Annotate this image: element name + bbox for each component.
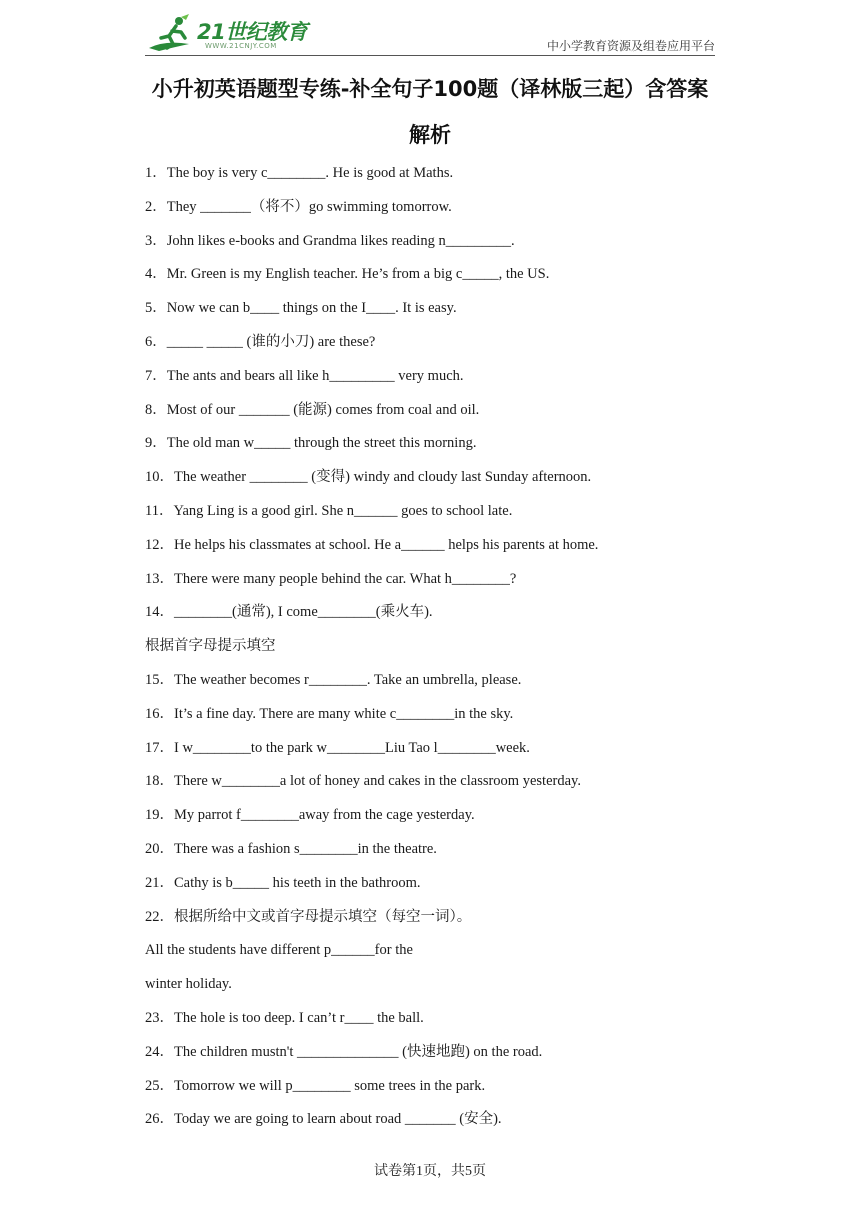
runner-logo-icon <box>145 14 205 54</box>
question-line: 16．It’s a fine day. There are many white c________in the sky. <box>145 705 514 722</box>
question-line: 6．_____ _____ (谁的小刀) are these? <box>145 333 376 350</box>
question-line: 3．John likes e-books and Grandma likes reading n_________. <box>145 232 515 249</box>
question-line: 5．Now we can b____ things on the I____. It is easy. <box>145 300 457 317</box>
question-line: 15．The weather becomes r________. Take an umbrella, please. <box>145 671 522 688</box>
header-divider <box>145 55 715 56</box>
question-line: 20．There was a fashion s________in the theatre. <box>145 840 437 857</box>
question-line: 23．The hole is too deep. I can’t r____ the ball. <box>145 1009 424 1026</box>
question-list <box>145 160 725 1140</box>
question-line: 13．There were many people behind the car. What h________? <box>145 570 517 587</box>
question-line: winter holiday. <box>145 976 232 993</box>
page-footer: 试卷第1页，共5页 <box>374 1164 486 1179</box>
question-line: 11．Yang Ling is a good girl. She n______ goes to school late. <box>145 502 513 519</box>
section-instruction: 根据首字母提示填空 <box>145 638 276 655</box>
question-line: 9．The old man w_____ through the street this morning. <box>145 435 477 452</box>
question-line: 22．根据所给中文或首字母提示填空（每空一词）。 <box>145 908 472 925</box>
question-line: 2．They _______（将不）go swimming tomorrow. <box>145 198 452 215</box>
question-line: 17．I w________to the park w________Liu Tao l________week. <box>145 739 530 756</box>
page-title: 小升初英语题型专练-补全句子100题（译林版三起）含答案解析 <box>151 77 709 147</box>
question-line: 18．There w________a lot of honey and cakes in the classroom yesterday. <box>145 773 581 790</box>
platform-label: 中小学教育资源及组卷应用平台 <box>546 39 715 53</box>
question-line: 26．Today we are going to learn about road _______ (安全). <box>145 1111 502 1128</box>
question-line: 12．He helps his classmates at school. He a______ helps his parents at home. <box>145 536 599 553</box>
question-line: 25．Tomorrow we will p________ some trees in the park. <box>145 1077 486 1094</box>
question-line: 10．The weather ________ (变得) windy and cloudy last Sunday afternoon. <box>145 469 592 486</box>
logo-url: WWW.21CNJY.COM <box>205 42 277 50</box>
question-line: 1．The boy is very c________. He is good at Maths. <box>145 165 454 181</box>
page-header <box>145 12 715 56</box>
question-line: 21．Cathy is b_____ his teeth in the bathroom. <box>145 874 421 891</box>
question-line: 24．The children mustn't ______________ (快速地跑) on the road. <box>145 1043 543 1060</box>
question-line: All the students have different p______for the <box>145 942 413 959</box>
logo-text: 21世纪教育 <box>197 20 308 44</box>
question-line: 8．Most of our _______ (能源) comes from coal and oil. <box>145 401 480 418</box>
question-line: 4．Mr. Green is my English teacher. He’s from a big c_____, the US. <box>145 266 550 283</box>
logo <box>145 14 315 54</box>
question-line: 7．The ants and bears all like h_________ very much. <box>145 367 464 384</box>
question-line: 14．________(通常), I come________(乘火车). <box>145 604 433 621</box>
question-line: 19．My parrot f________away from the cage yesterday. <box>145 807 475 824</box>
